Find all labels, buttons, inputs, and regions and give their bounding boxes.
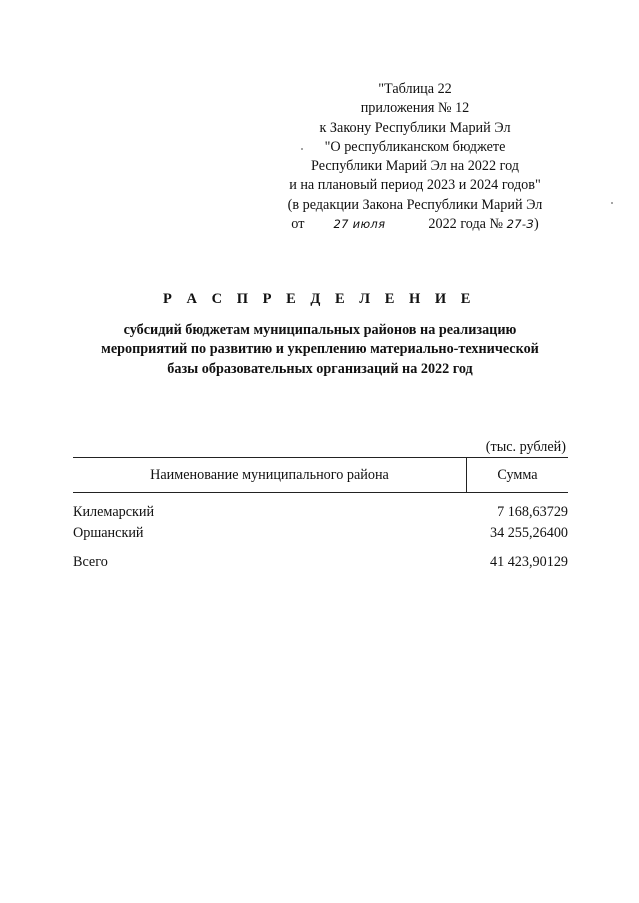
document-title: Р А С П Р Е Д Е Л Е Н И Е [163, 291, 476, 307]
subtitle-line: мероприятий по развитию и укреплению материально-технической [101, 341, 539, 358]
units-label: (тыс. рублей) [485, 439, 566, 455]
table-body [73, 502, 568, 543]
header-line: "Таблица 22 [378, 81, 452, 97]
handwritten-number: 27-З [506, 217, 534, 232]
column-header-district: Наименование муниципального района [73, 458, 467, 492]
date-suffix: ) [533, 216, 539, 233]
header-date-line [262, 215, 568, 234]
header-line: к Закону Республики Марий Эл [319, 119, 511, 136]
handwritten-date: 27 июля [333, 217, 386, 232]
district-amount: 34 255,26400 [489, 524, 568, 541]
total-amount: 41 423,90129 [489, 554, 568, 570]
header-line: (в редакции Закона Республики Марий Эл [287, 196, 543, 213]
district-name: Килемарский [73, 504, 155, 520]
date-middle: 2022 года № [428, 216, 504, 233]
subtitle-line: базы образовательных организаций на 2022 год [167, 360, 473, 377]
district-amount: 7 168,63729 [497, 504, 568, 520]
date-prefix: от [291, 216, 305, 233]
scan-speck [301, 148, 303, 150]
header-line: "О республиканском бюджете [324, 138, 506, 155]
table-row [73, 502, 568, 523]
total-label: Всего [73, 554, 108, 570]
document-subtitle [40, 321, 600, 379]
table-total-row [73, 552, 568, 572]
header-line: Республики Марий Эл на 2022 год [311, 158, 519, 175]
scan-speck [611, 202, 613, 204]
table-header [73, 457, 568, 493]
subtitle-line: субсидий бюджетам муниципальных районов на реализацию [123, 322, 517, 338]
header-line: и на плановый период 2023 и 2024 годов" [289, 177, 541, 194]
header-line: приложения № 12 [360, 100, 470, 117]
document-header [262, 80, 568, 234]
column-header-amount: Сумма [497, 467, 538, 483]
table-row [73, 523, 568, 544]
district-name: Оршанский [73, 524, 144, 541]
